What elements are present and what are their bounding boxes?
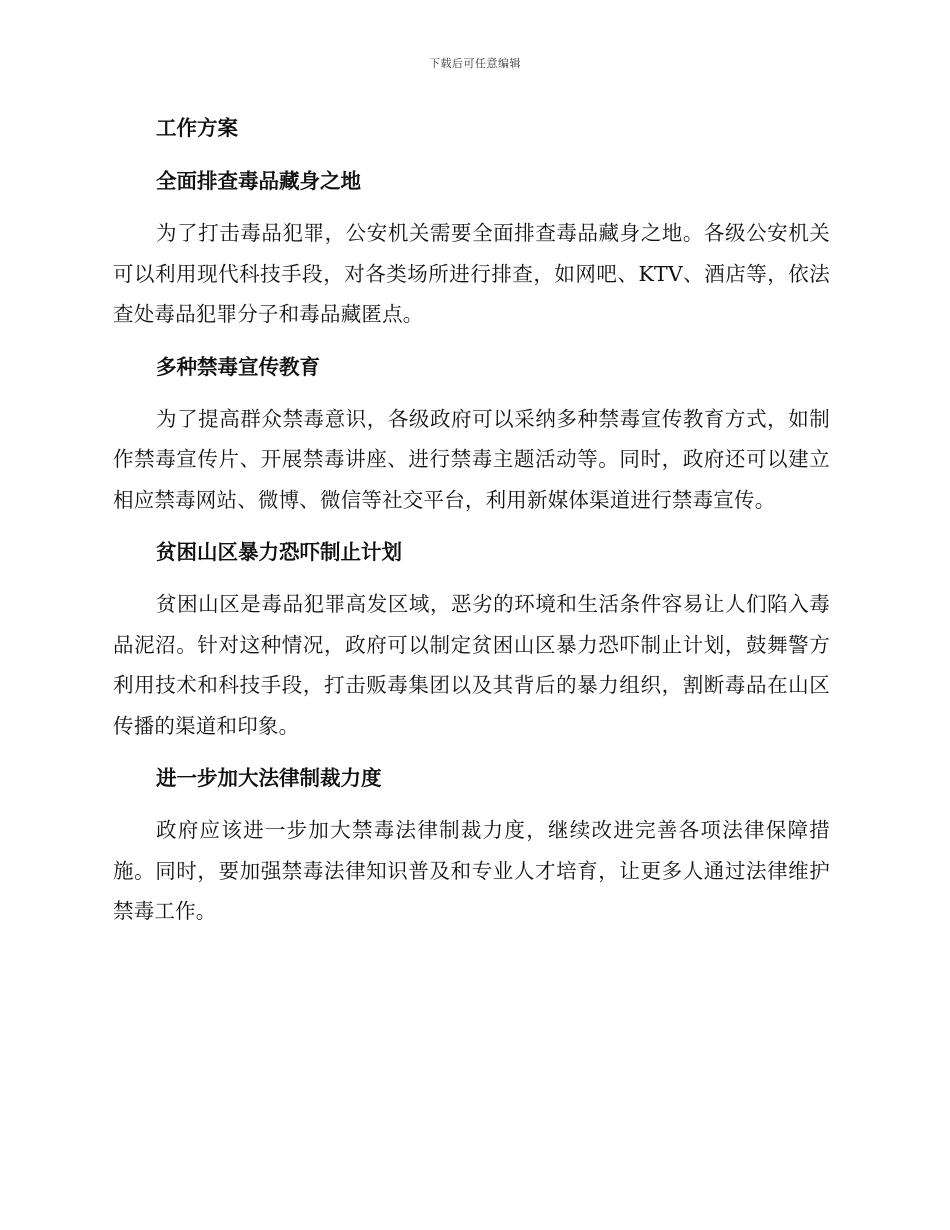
section-paragraph: 为了提高群众禁毒意识，各级政府可以采纳多种禁毒宣传教育方式，如制作禁毒宣传片、开展禁毒讲座、进行禁毒主题活动等。同时，政府还可以建立相应禁毒网站、微博、微信等社交平台，利用新媒体渠道进行禁毒宣传。 xyxy=(113,406,830,512)
section-investigation xyxy=(113,161,830,335)
document-content xyxy=(113,108,830,944)
document-title: 工作方案 xyxy=(156,116,238,140)
section-paragraph: 贫困山区是毒品犯罪高发区域，恶劣的环境和生活条件容易让人们陷入毒品泥沼。针对这种情况，政府可以制定贫困山区暴力恐吓制止计划，鼓舞警方利用技术和科技手段，打击贩毒集团以及其背后的暴力组织，割断毒品在山区传播的渠道和印象。 xyxy=(113,592,830,738)
section-legal xyxy=(113,758,830,932)
section-education xyxy=(113,347,830,521)
section-heading: 多种禁毒宣传教育 xyxy=(156,354,320,379)
section-paragraph: 为了打击毒品犯罪，公安机关需要全面排查毒品藏身之地。各级公安机关可以利用现代科技手段，对各类场所进行排查，如网吧、KTV、酒店等，依法查处毒品犯罪分子和毒品藏匿点。 xyxy=(113,221,830,326)
section-mountain-plan xyxy=(113,532,830,746)
section-paragraph: 政府应该进一步加大禁毒法律制裁力度，继续改进完善各项法律保障措施。同时，要加强禁毒法律知识普及和专业人才培育，让更多人通过法律维护禁毒工作。 xyxy=(113,818,830,923)
header-note: 下载后可任意编辑 xyxy=(429,57,521,70)
section-heading: 贫困山区暴力恐吓制止计划 xyxy=(156,540,402,564)
section-heading: 进一步加大法律制裁力度 xyxy=(156,766,382,790)
section-heading: 全面排查毒品藏身之地 xyxy=(156,169,361,193)
